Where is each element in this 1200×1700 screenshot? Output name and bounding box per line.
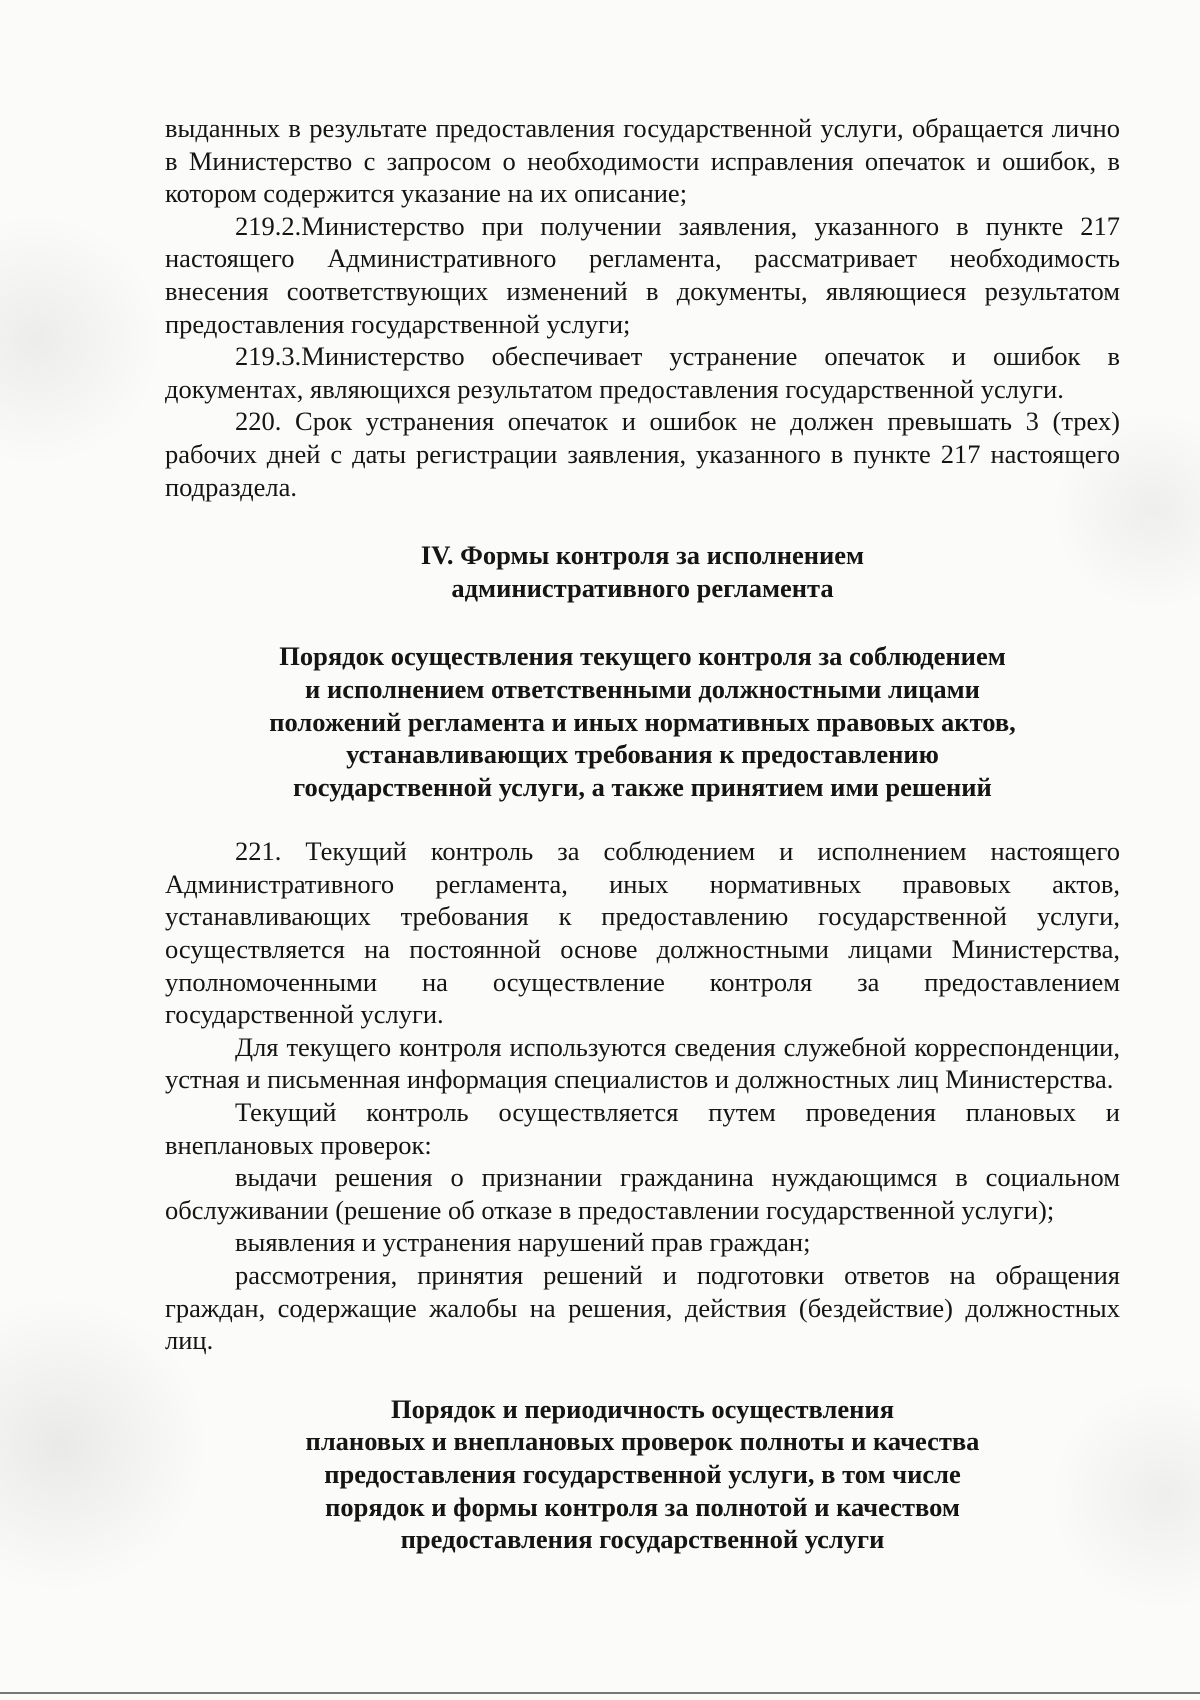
section-heading-line: административного регламента xyxy=(451,572,834,603)
subheading-line: и исполнением ответственными должностными лицами xyxy=(305,673,980,704)
section-heading-line: IV. Формы контроля за исполнением xyxy=(420,540,865,571)
paragraph-219-3: 219.3.Министерство обеспечивает устранение опечаток и ошибок в документах, являющихся результатом предоставления государственной услуги. xyxy=(165,341,1120,404)
paragraph-220: 220. Срок устранения опечаток и ошибок не должен превышать 3 (трех) рабочих дней с даты регистрации заявления, указанного в пункте 217 настоящего подраздела. xyxy=(165,406,1120,502)
subheading-line: предоставления государственной услуги xyxy=(400,1524,885,1555)
subheading-line: порядок и формы контроля за полнотой и качеством xyxy=(325,1491,960,1522)
subheading-inspections xyxy=(165,1393,1120,1556)
list-item: выдачи решения о признании гражданина нуждающимся в социальном обслуживании (решение об отказе в предоставлении государственной услуги); xyxy=(165,1162,1120,1225)
scan-edge-line xyxy=(0,1692,1200,1694)
paragraph-inspections: Текущий контроль осуществляется путем проведения плановых и внеплановых проверок: xyxy=(165,1097,1120,1160)
subheading-line: предоставления государственной услуги, в том числе xyxy=(324,1458,961,1489)
subheading-line: устанавливающих требования к предоставлению xyxy=(346,739,939,770)
paragraph-219-2: 219.2.Министерство при получении заявления, указанного в пункте 217 настоящего Административного регламента, рассматривает необходимость внесения соответствующих изменений в документы, являющиеся результатом предоставления государственной услуги; xyxy=(165,210,1120,339)
subheading-current-control xyxy=(165,640,1120,803)
document-body xyxy=(165,112,1120,1556)
subheading-line: государственной услуги, а также принятием ими решений xyxy=(293,771,992,802)
subheading-line: Порядок и периодичность осуществления xyxy=(390,1393,895,1424)
list-item: рассмотрения, принятия решений и подготовки ответов на обращения граждан, содержащие жалобы на решения, действия (бездействие) должностных лиц. xyxy=(165,1260,1120,1356)
paragraph-continuation: выданных в результате предоставления государственной услуги, обращается лично в Министерство с запросом о необходимости исправления опечаток и ошибок, в котором содержится указание на их описание; xyxy=(165,113,1120,209)
subheading-line: плановых и внеплановых проверок полноты и качества xyxy=(305,1426,980,1457)
section-heading xyxy=(165,539,1120,604)
paragraph-sources: Для текущего контроля используются сведения служебной корреспонденции, устная и письменная информация специалистов и должностных лиц Министерства. xyxy=(165,1031,1120,1095)
subheading-line: положений регламента и иных нормативных правовых актов, xyxy=(269,706,1016,737)
subheading-line: Порядок осуществления текущего контроля за соблюдением xyxy=(279,641,1006,672)
list-item: выявления и устранения нарушений прав граждан; xyxy=(235,1227,811,1258)
paragraph-221: 221. Текущий контроль за соблюдением и исполнением настоящего Административного регламента, иных нормативных правовых актов, устанавливающих требования к предоставлению государственной услуги, осуществляется на постоянной основе должностными лицами Министерства, уполномоченными на осуществление контроля за предоставлением государственной услуги. xyxy=(165,836,1120,1030)
